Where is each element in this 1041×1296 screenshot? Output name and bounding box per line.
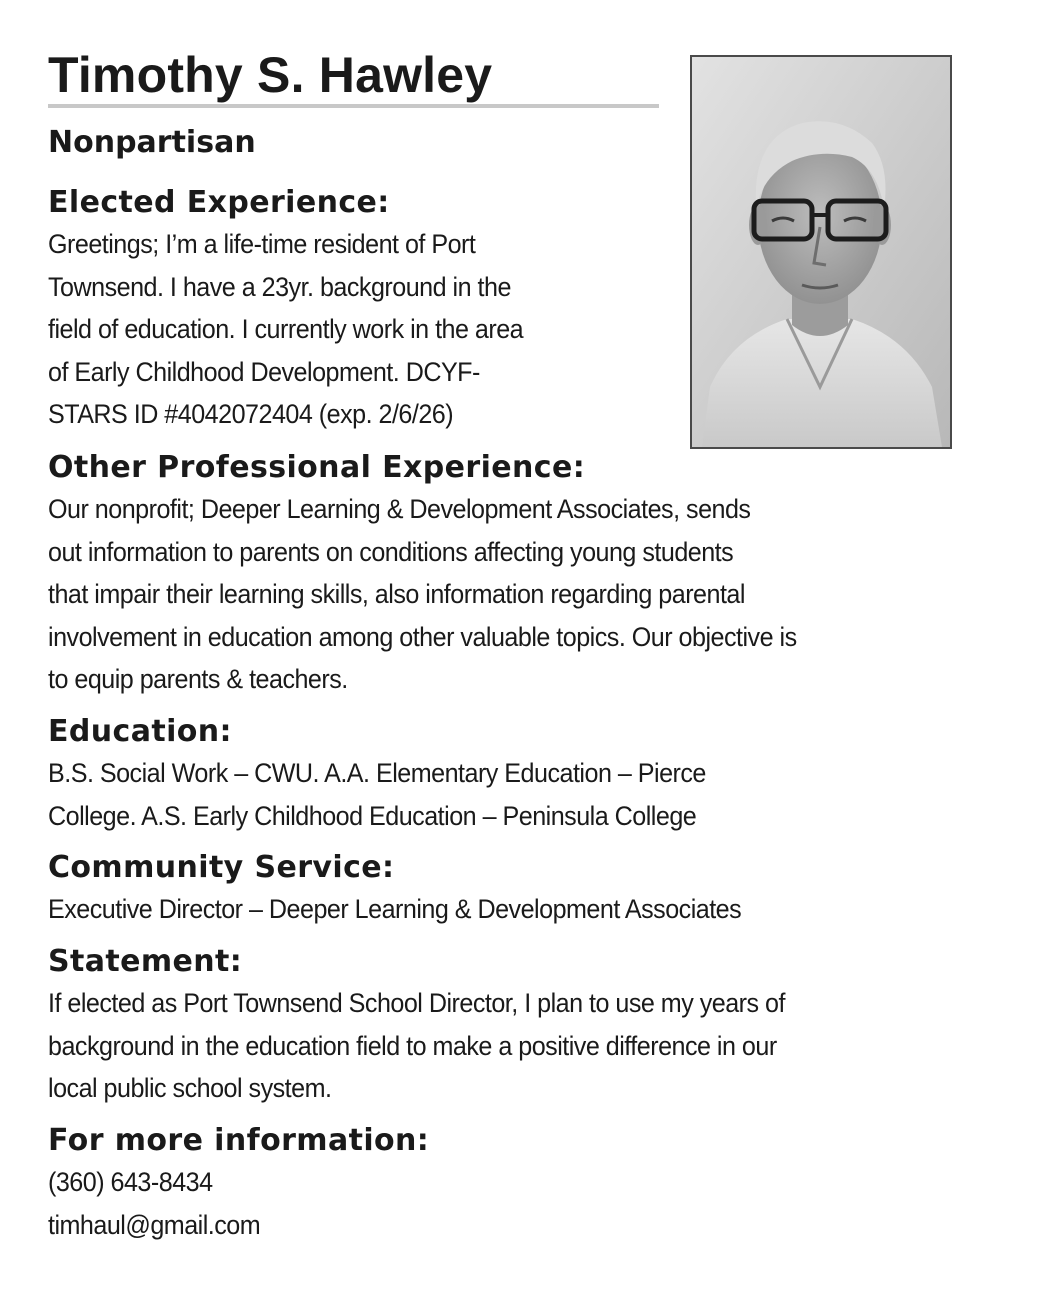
elected-experience-line: Townsend. I have a 23yr. background in the [48,271,511,302]
professional-experience-line: out information to parents on conditions affecting young students [48,536,734,567]
contact-email: timhaul@gmail.com [48,1209,261,1240]
contact-section [48,1121,429,1246]
education-line: B.S. Social Work – CWU. A.A. Elementary Education – Pierce [48,758,706,788]
statement-line: background in the education field to make a positive difference in our [48,1030,777,1061]
elected-experience-line: field of education. I currently work in the area [48,314,524,344]
elected-experience-line: Greetings; I’m a life-time resident of Port [48,229,476,259]
professional-experience-section [48,448,853,701]
education-heading: Education: [48,714,232,749]
party-affiliation: Nonpartisan [48,125,256,160]
professional-experience-line: that impair their learning skills, also information regarding parental [48,579,745,609]
name-underline [48,104,659,108]
community-service-heading: Community Service: [48,850,395,885]
education-line: College. A.S. Early Childhood Education – Peninsula College [48,800,697,831]
contact-heading: For more information: [48,1123,430,1158]
elected-experience-line: of Early Childhood Development. DCYF- [48,356,480,387]
elected-experience-heading: Elected Experience: [48,185,390,220]
statement-line: If elected as Port Townsend School Director, I plan to use my years of [48,988,785,1018]
elected-experience-section [48,183,559,436]
education-section [48,712,755,837]
elected-experience-line: STARS ID #4042072404 (exp. 2/6/26) [48,399,454,429]
candidate-name: Timothy S. Hawley [48,47,493,103]
professional-experience-line: to equip parents & teachers. [48,664,348,694]
statement-section [48,942,840,1110]
statement-heading: Statement: [48,944,243,979]
community-service-section [48,848,793,931]
statement-line: local public school system. [48,1073,332,1103]
professional-experience-line: involvement in education among other valuable topics. Our objective is [48,621,797,652]
contact-phone: (360) 643-8434 [48,1167,213,1197]
professional-experience-heading: Other Professional Experience: [48,450,586,485]
professional-experience-line: Our nonprofit; Deeper Learning & Development Associates, sends [48,494,751,524]
community-service-line: Executive Director – Deeper Learning & Development Associates [48,894,742,924]
candidate-photo [690,55,952,449]
